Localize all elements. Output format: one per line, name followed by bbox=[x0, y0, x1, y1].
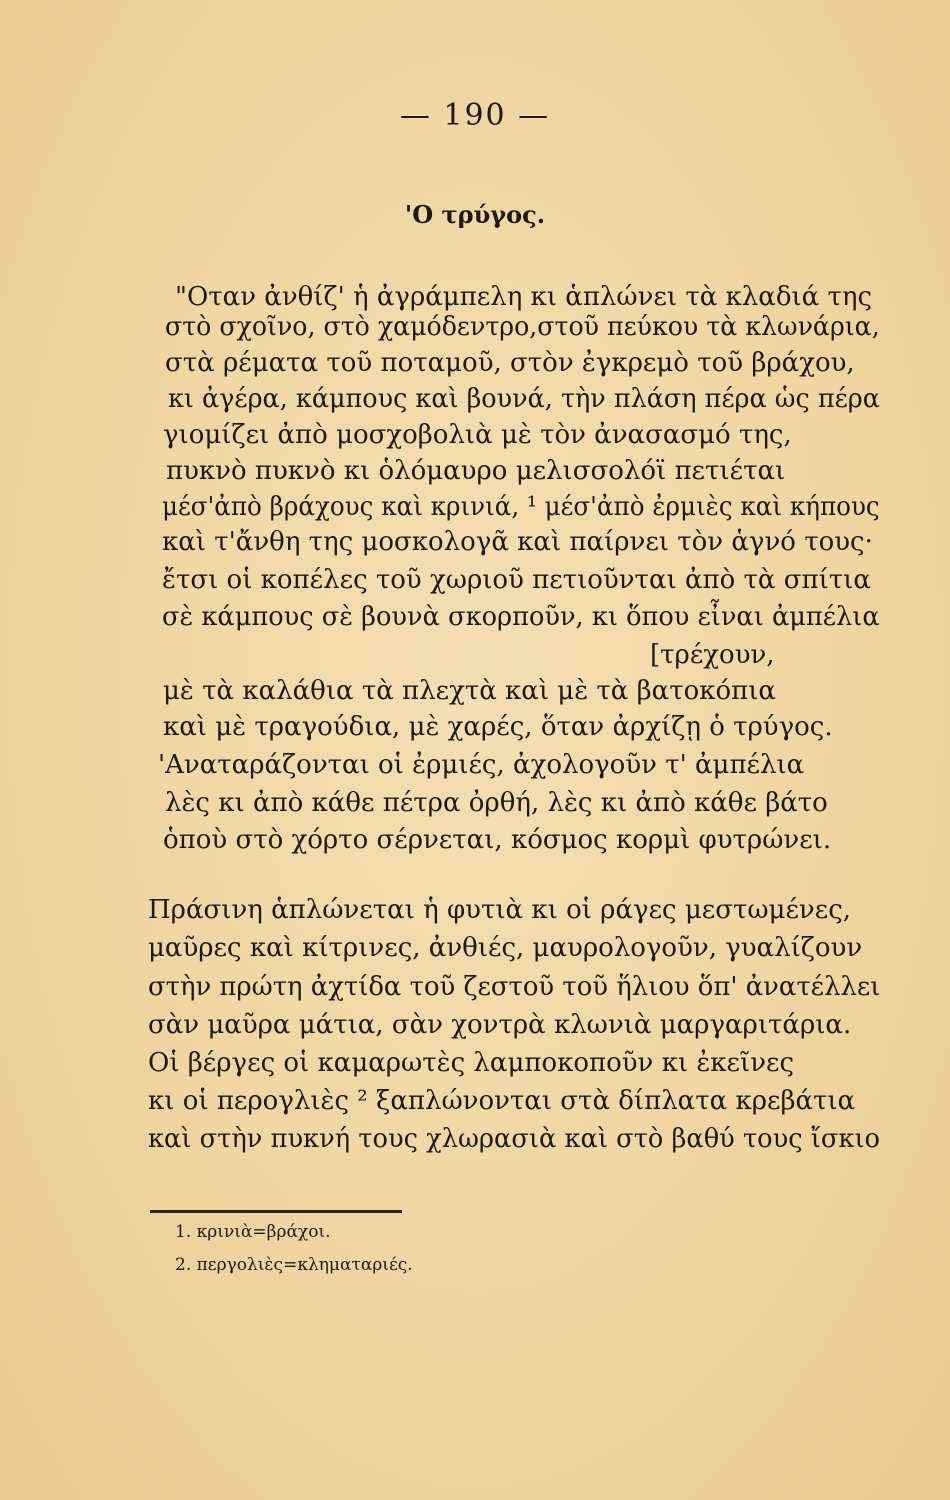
poem-line: στὰ ρέματα τοῦ ποταμοῦ, στὸν ἐγκρεμὸ τοῦ βράχου, bbox=[165, 348, 855, 378]
footnote-2: 2. περγολιὲς=κληματαριές. bbox=[175, 1255, 413, 1275]
poem-line: μέσ'ἀπὸ βράχους καὶ κρινιά, ¹ μέσ'ἀπὸ ἐρμιὲς καὶ κήπους bbox=[162, 492, 880, 522]
poem-line: λὲς κι ἀπὸ κάθε πέτρα ὀρθή, λὲς κι ἀπὸ κάθε βάτο bbox=[165, 788, 828, 818]
poem-line: καὶ στὴν πυκνή τους χλωρασιὰ καὶ στὸ βαθύ τους ἴσκιο bbox=[148, 1124, 880, 1154]
page-number: — 190 — bbox=[399, 98, 551, 133]
poem-title: 'Ο τρύγος. bbox=[404, 200, 546, 229]
poem-line: μὲ τὰ καλάθια τὰ πλεχτὰ καὶ μὲ τὰ βατοκόπια bbox=[163, 676, 776, 706]
poem-line: κι οἱ περογλιὲς ² ξαπλώνονται στὰ δίπλατα κρεβάτια bbox=[148, 1086, 856, 1116]
poem-line: μαῦρες καὶ κίτρινες, ἀνθιές, μαυρολογοῦν, γυαλίζουν bbox=[148, 933, 863, 963]
footnote-1: 1. κρινιὰ=βράχοι. bbox=[175, 1222, 331, 1242]
poem-line: ὁποὺ στὸ χόρτο σέρνεται, κόσμος κορμὶ φυτρώνει. bbox=[163, 825, 832, 855]
poem-line: καὶ τ'ἄνθη της μοσκολογᾶ καὶ παίρνει τὸν ἁγνό τους· bbox=[162, 527, 873, 557]
poem-line: στὴν πρώτη ἀχτίδα τοῦ ζεστοῦ τοῦ ἥλιου ὅπ' ἀνατέλλει bbox=[148, 972, 881, 1002]
poem-line-continuation: [τρέχουν, bbox=[650, 640, 775, 670]
poem-line: Οἱ βέργες οἱ καμαρωτὲς λαμποκοποῦν κι ἐκεῖνες bbox=[148, 1048, 795, 1078]
poem-line: "Οταν ἀνθίζ' ἡ ἀγράμπελη κι ἁπλώνει τὰ κλαδιά της bbox=[175, 282, 873, 312]
poem-line: Πράσινη ἁπλώνεται ἡ φυτιὰ κι οἱ ράγες μεστωμένες, bbox=[148, 895, 852, 925]
poem-line: γιομίζει ἀπὸ μοσχοβολιὰ μὲ τὸν ἀνασασμό της, bbox=[163, 420, 792, 450]
footnote-divider bbox=[150, 1210, 402, 1213]
poem-line: πυκνὸ πυκνὸ κι ὁλόμαυρο μελισσολόϊ πετιέται bbox=[166, 456, 786, 486]
poem-line: κι ἀγέρα, κάμπους καὶ βουνά, τὴν πλάση πέρα ὡς πέρα bbox=[168, 384, 880, 414]
poem-line: ἔτσι οἱ κοπέλες τοῦ χωριοῦ πετιοῦνται ἀπὸ τὰ σπίτια bbox=[162, 565, 871, 595]
poem-line: στὸ σχοῖνο, στὸ χαμόδεντρο,στοῦ πεύκου τὰ κλωνάρια, bbox=[165, 312, 880, 342]
poem-line: σὰν μαῦρα μάτια, σὰν χοντρὰ κλωνιὰ μαργαριτάρια. bbox=[148, 1010, 852, 1040]
poem-line: καὶ μὲ τραγούδια, μὲ χαρές, ὅταν ἀρχίζῃ ὁ τρύγος. bbox=[163, 712, 833, 742]
poem-line: σὲ κάμπους σὲ βουνὰ σκορποῦν, κι ὅπου εἶναι ἀμπέλια bbox=[162, 602, 880, 632]
poem-line: 'Αναταράζονται οἱ ἐρμιές, ἀχολογοῦν τ' ἀμπέλια bbox=[158, 750, 805, 780]
